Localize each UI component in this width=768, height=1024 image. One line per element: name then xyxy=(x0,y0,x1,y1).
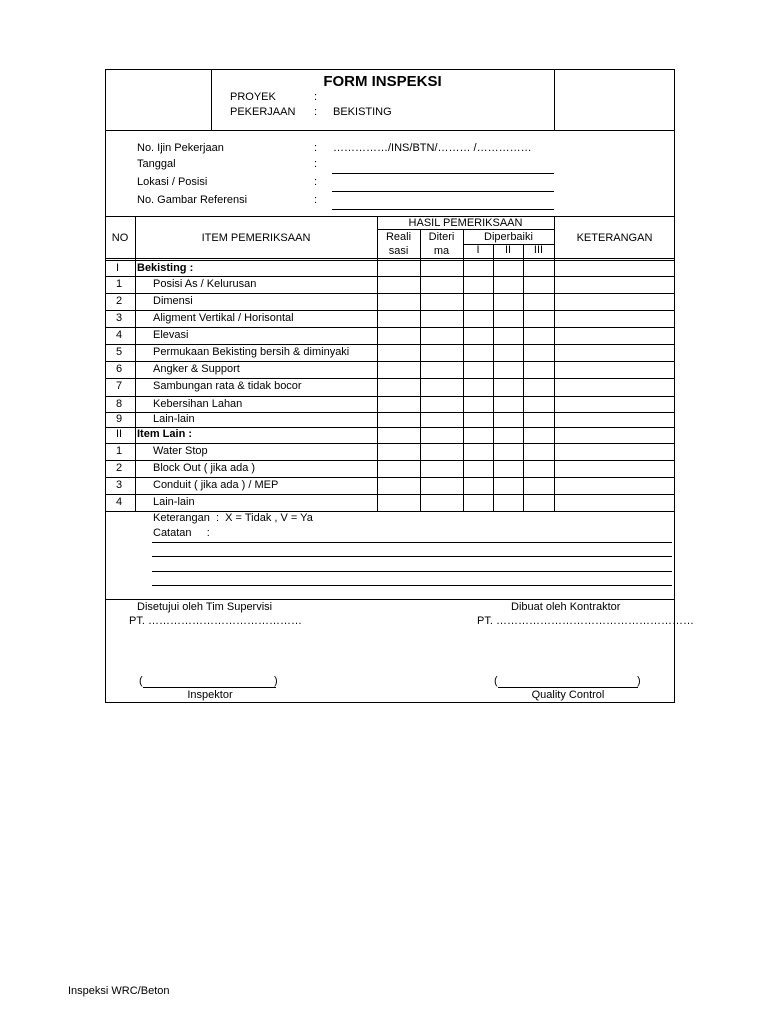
left-signature-pt: PT. …………………………………… xyxy=(129,615,302,627)
gambar-colon: : xyxy=(314,194,318,206)
col-hasil-header: HASIL PEMERIKSAAN xyxy=(408,217,523,229)
table-row xyxy=(105,260,675,277)
col-diperbaiki-header: Diperbaiki xyxy=(484,231,533,243)
ijin-colon: : xyxy=(314,142,318,154)
keterangan-note: Keterangan : X = Tidak , V = Ya xyxy=(153,512,313,524)
right-signature-pt: PT. ……………………………………………… xyxy=(477,615,694,627)
catatan-line-2 xyxy=(152,556,672,557)
row-no: 3 xyxy=(116,312,123,324)
ijin-value: ……………/INS/BTN/……… /…………… xyxy=(333,142,532,154)
row-item: Dimensi xyxy=(153,295,193,307)
row-no: 6 xyxy=(116,363,123,375)
right-paren-close: ) xyxy=(637,675,641,687)
header-divider-right xyxy=(554,69,555,130)
row-item: Posisi As / Kelurusan xyxy=(153,278,257,290)
row-no: 4 xyxy=(116,496,123,508)
catatan-line-3 xyxy=(152,571,672,572)
right-signature-line xyxy=(498,687,638,688)
col-no-header: NO xyxy=(111,232,129,244)
table-row xyxy=(105,361,675,378)
row-no: 1 xyxy=(116,445,123,457)
table-row xyxy=(105,378,675,396)
row-no: 2 xyxy=(116,295,123,307)
table-row xyxy=(105,412,675,427)
left-paren-open: ( xyxy=(139,675,143,687)
right-signature-role: Quality Control xyxy=(531,689,605,701)
tanggal-label: Tanggal xyxy=(137,158,176,170)
proyek-colon: : xyxy=(314,91,318,103)
row-item: Item Lain : xyxy=(137,428,193,440)
lokasi-label: Lokasi / Posisi xyxy=(137,176,208,188)
row-no: 8 xyxy=(116,398,123,410)
left-signature-line xyxy=(143,687,276,688)
row-no: 2 xyxy=(116,462,123,474)
left-signature-role: Inspektor xyxy=(187,689,233,701)
row-item: Permukaan Bekisting bersih & diminyaki xyxy=(153,346,350,358)
table-row xyxy=(105,276,675,293)
table-row xyxy=(105,327,675,344)
gambar-label: No. Gambar Referensi xyxy=(137,194,248,206)
table-row xyxy=(105,344,675,361)
col-roman1-header: I xyxy=(476,244,480,256)
row-no: I xyxy=(116,262,120,274)
table-row xyxy=(105,427,675,443)
pekerjaan-colon: : xyxy=(314,106,318,118)
row-no: 3 xyxy=(116,479,123,491)
col-reali-header: Reali xyxy=(385,231,412,243)
ijin-label: No. Ijin Pekerjaan xyxy=(137,142,224,154)
row-item: Bekisting : xyxy=(137,262,194,274)
signature-top-line xyxy=(105,599,675,600)
right-signature-title: Dibuat oleh Kontraktor xyxy=(511,601,621,613)
tanggal-colon: : xyxy=(314,158,318,170)
row-no: 4 xyxy=(116,329,123,341)
lokasi-colon: : xyxy=(314,176,318,188)
col-diteri-header: Diteri xyxy=(428,231,455,243)
catatan-label: Catatan : xyxy=(153,527,210,539)
table-row xyxy=(105,396,675,412)
page-footer: Inspeksi WRC/Beton xyxy=(68,985,170,997)
tanggal-field-line xyxy=(332,173,554,174)
row-item: Kebersihan Lahan xyxy=(153,398,243,410)
form-title: FORM INSPEKSI xyxy=(323,73,442,90)
row-no: 1 xyxy=(116,278,123,290)
header-bottom-line xyxy=(105,130,675,131)
col-roman3-header: III xyxy=(533,244,544,256)
col-keterangan-header: KETERANGAN xyxy=(576,232,653,244)
row-item: Elevasi xyxy=(153,329,189,341)
proyek-label: PROYEK xyxy=(230,91,276,103)
row-no: 7 xyxy=(116,380,123,392)
right-paren-open: ( xyxy=(494,675,498,687)
row-item: Lain-lain xyxy=(153,496,195,508)
row-item: Lain-lain xyxy=(153,413,195,425)
row-item: Angker & Support xyxy=(153,363,240,375)
lokasi-field-line xyxy=(332,191,554,192)
row-item: Block Out ( jika ada ) xyxy=(153,462,256,474)
col-item-header: ITEM PEMERIKSAAN xyxy=(201,232,311,244)
row-item: Sambungan rata & tidak bocor xyxy=(153,380,302,392)
hasil-subline xyxy=(377,229,554,230)
catatan-line-4 xyxy=(152,585,672,586)
left-signature-title: Disetujui oleh Tim Supervisi xyxy=(137,601,273,613)
table-row xyxy=(105,443,675,460)
left-paren-close: ) xyxy=(274,675,278,687)
col-sasi-header: sasi xyxy=(388,245,409,257)
table-row xyxy=(105,477,675,494)
table-row xyxy=(105,494,675,511)
table-row xyxy=(105,310,675,327)
row-item: Aligment Vertikal / Horisontal xyxy=(153,312,294,324)
catatan-line-1 xyxy=(152,542,672,543)
pekerjaan-label: PEKERJAAN xyxy=(230,106,296,118)
pekerjaan-value: BEKISTING xyxy=(333,106,392,118)
col-roman2-header: II xyxy=(504,244,512,256)
row-no: 9 xyxy=(116,413,123,425)
row-item: Water Stop xyxy=(153,445,208,457)
gambar-field-line xyxy=(332,209,554,210)
row-no: II xyxy=(116,428,123,440)
row-no: 5 xyxy=(116,346,123,358)
col-ma-header: ma xyxy=(433,245,450,257)
table-row xyxy=(105,460,675,477)
table-row xyxy=(105,293,675,310)
row-item: Conduit ( jika ada ) / MEP xyxy=(153,479,279,491)
table-header-bottom-line xyxy=(105,258,675,259)
